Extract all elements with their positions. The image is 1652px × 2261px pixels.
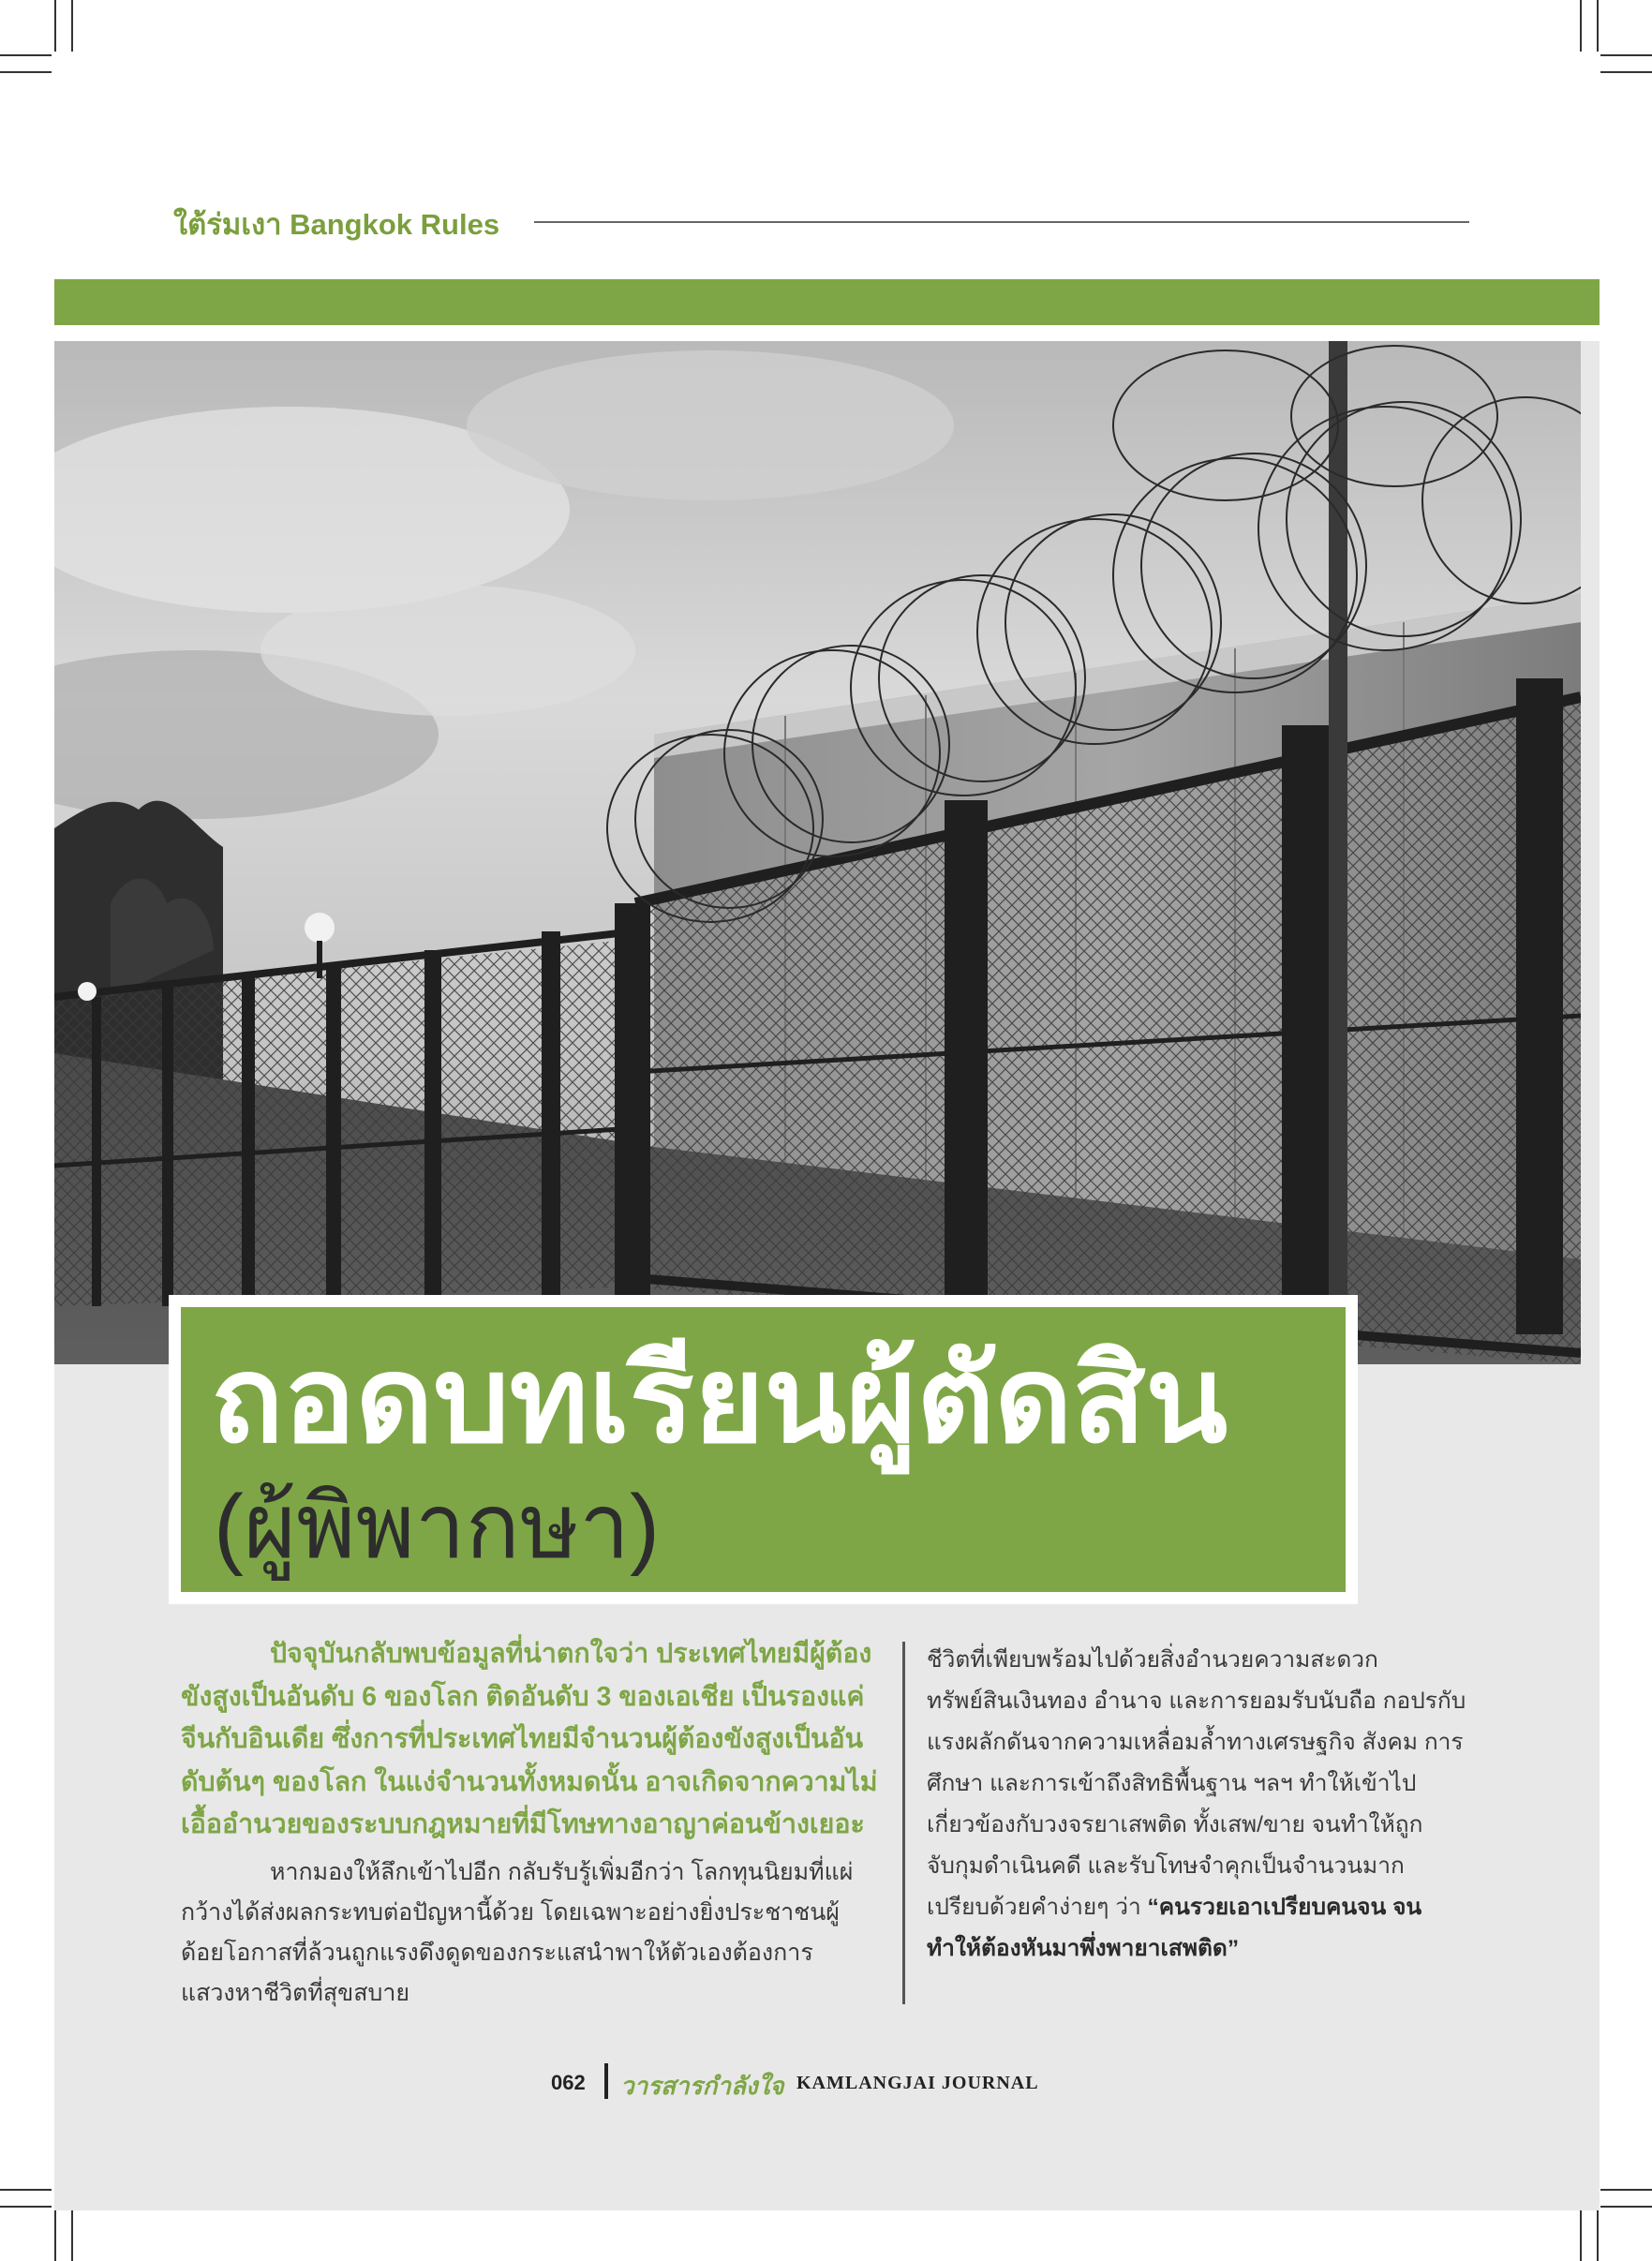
page-number: 062 <box>551 2071 586 2094</box>
column-divider <box>902 1642 905 2004</box>
green-band <box>54 279 1600 325</box>
crop-mark <box>0 2189 52 2191</box>
journal-name-english: KAMLANGJAI JOURNAL <box>796 2073 1039 2093</box>
crop-mark <box>54 2209 56 2261</box>
crop-mark <box>1600 2189 1652 2191</box>
crop-mark <box>1600 2206 1652 2208</box>
article-title: ถอดบทเรียนผู้ตัดสิน <box>211 1333 1228 1467</box>
journal-name-thai: วารสารกำลังใจ <box>620 2072 784 2100</box>
pull-quote: “คนรวยเอาเปรียบคนจน จนทำให้ต้องหันมาพึ่งพายาเสพติด” <box>927 1895 1422 1961</box>
right-column-text: ชีวิตที่เพียบพร้อมไปด้วยสิ่งอำนวยความสะดวก ทรัพย์สินเงินทอง อำนาจ และการยอมรับนับถือ กอปรกับแรงผลักดันจากความเหลื่อมล้ำทางเศรษฐกิจ สังคม การศึกษา และการเข้าถึงสิทธิพื้นฐาน ฯลฯ ทำให้เข้าไปเกี่ยวข้องกับวงจรยาเสพติด ทั้งเสพ/ขาย จนทำให้ถูกจับกุมดำเนินคดี และรับโทษจำคุกเป็นจำนวนมาก เปรียบด้วยคำง่ายๆ ว่า <box>927 1647 1466 1920</box>
crop-mark <box>1600 71 1652 73</box>
crop-mark <box>1580 2209 1582 2261</box>
body-paragraph: หากมองให้ลึกเข้าไปอีก กลับรับรู้เพิ่มอีกว่า โลกทุนนิยมที่แผ่กว้างได้ส่งผลกระทบต่อปัญหานี้ด้วย โดยเฉพาะอย่างยิ่งประชาชนผู้ด้อยโอกาสที่ล้วนถูกแรงดึงดูดของกระแสนำพาให้ตัวเองต้องการแสวงหาชีวิตที่สุขสบาย <box>181 1858 854 2006</box>
crop-mark <box>0 54 52 56</box>
lead-paragraph: ปัจจุบันกลับพบข้อมูลที่น่าตกใจว่า ประเทศไทยมีผู้ต้องขังสูงเป็นอันดับ 6 ของโลก ติดอันดับ 3 ของเอเชีย เป็นรองแค่จีนกับอินเดีย ซึ่งการที่ประเทศไทยมีจำนวนผู้ต้องขังสูงเป็นอันดับต้นๆ ของโลก ในแง่จำนวนทั้งหมดนั้น อาจเกิดจากความไม่เอื้ออำนวยของระบบกฎหมายที่มีโทษทางอาญาค่อนข้างเยอะ <box>181 1639 878 1839</box>
footer-divider <box>604 2063 608 2099</box>
article-left-column <box>181 1633 879 2014</box>
section-header: ใต้ร่มเงา Bangkok Rules <box>173 208 500 241</box>
crop-mark <box>1580 0 1582 52</box>
crop-mark <box>1597 0 1599 52</box>
crop-mark <box>71 0 73 52</box>
article-right-column <box>927 1640 1470 1970</box>
body-paragraph-continued <box>927 1640 1470 1970</box>
section-rule <box>534 221 1469 223</box>
crop-mark <box>54 0 56 52</box>
prison-fence-photo <box>54 341 1581 1364</box>
crop-mark <box>1600 54 1652 56</box>
crop-mark <box>0 2206 52 2208</box>
article-subtitle: (ผู้พิพากษา) <box>214 1477 660 1577</box>
crop-mark <box>1597 2209 1599 2261</box>
crop-mark <box>71 2209 73 2261</box>
crop-mark <box>0 71 52 73</box>
